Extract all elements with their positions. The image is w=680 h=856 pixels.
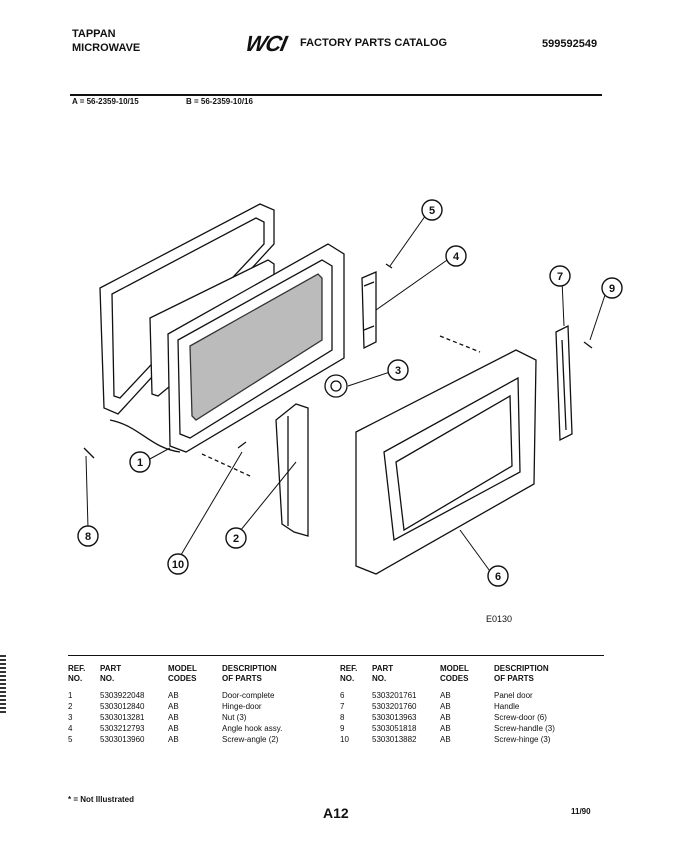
exploded-parts-diagram: [60, 190, 640, 610]
table-row: 6 5303201761 AB Panel door: [340, 691, 533, 700]
parts-table-right: REF. NO. PART NO. MODEL CODES DESCRIPTION OF PARTS 6 5303201761 AB Panel door 7 5303201760 AB Handle 8 5303013963 AB Screw-door (6) 9 5303051818 AB Screw-handle (3) 10 5303013882 AB Screw-hinge (3): [340, 664, 598, 745]
brand-line-1: TAPPAN: [72, 28, 116, 40]
scan-edge-marks: [0, 655, 6, 715]
header-desc: DESCRIPTION: [222, 664, 277, 673]
model-a: A = 56-2359-10/15: [72, 97, 139, 106]
svg-text:4: 4: [452, 251, 460, 263]
header-part: PART: [100, 664, 122, 673]
header-rule: [70, 94, 602, 96]
header-ref: REF.: [68, 664, 86, 673]
callout-9: [602, 278, 622, 298]
wci-logo: WCI: [243, 31, 289, 56]
callout-10: [168, 554, 188, 574]
table-row: 3 5303013281 AB Nut (3): [68, 713, 247, 722]
catalog-title: FACTORY PARTS CATALOG: [300, 37, 448, 49]
table-row: 9 5303051818 AB Screw-handle (3): [340, 724, 555, 733]
brand-line-2: MICROWAVE: [72, 42, 141, 54]
callout-2: [226, 528, 246, 548]
catalog-date: 11/90: [571, 807, 591, 816]
table-row: 8 5303013963 AB Screw-door (6): [340, 713, 547, 722]
table-row: 10 5303013882 AB Screw-hinge (3): [340, 735, 551, 744]
callout-6: [488, 566, 508, 586]
svg-text:7: 7: [556, 271, 564, 283]
svg-text:9: 9: [608, 283, 616, 295]
table-row: 7 5303201760 AB Handle: [340, 702, 520, 711]
svg-text:3: 3: [394, 365, 402, 377]
callout-3: [388, 360, 408, 380]
parts-table-left: REF. NO. PART NO. MODEL CODES DESCRIPTION OF PARTS 1 5303922048 AB Door-complete 2 5303012840 AB Hinge-door 3 5303013281 AB Nut (3) 4 5303212793 AB Angle hook assy. 5 5303013960 AB Screw-angle (2): [68, 664, 336, 745]
table-top-rule: [68, 655, 604, 656]
page-number: A12: [323, 805, 349, 821]
svg-text:1: 1: [136, 457, 144, 469]
header-model: MODEL: [168, 664, 197, 673]
drawing-code: E0130: [486, 614, 513, 624]
callout-5: [422, 200, 442, 220]
catalog-number: 599592549: [542, 38, 598, 50]
callout-7: [550, 266, 570, 286]
callout-1: [130, 452, 150, 472]
table-row: 4 5303212793 AB Angle hook assy.: [68, 724, 283, 733]
svg-text:6: 6: [494, 571, 502, 583]
svg-text:2: 2: [232, 533, 240, 545]
svg-text:8: 8: [84, 531, 92, 543]
model-b: B = 56-2359-10/16: [186, 97, 253, 106]
table-row: 5 5303013960 AB Screw-angle (2): [68, 735, 279, 744]
callout-4: [446, 246, 466, 266]
table-row: 1 5303922048 AB Door-complete: [68, 691, 275, 700]
table-row: 2 5303012840 AB Hinge-door: [68, 702, 262, 711]
not-illustrated-note: * = Not Illustrated: [68, 795, 135, 804]
svg-text:5: 5: [428, 205, 436, 217]
svg-text:10: 10: [171, 559, 185, 571]
callout-8: [78, 526, 98, 546]
